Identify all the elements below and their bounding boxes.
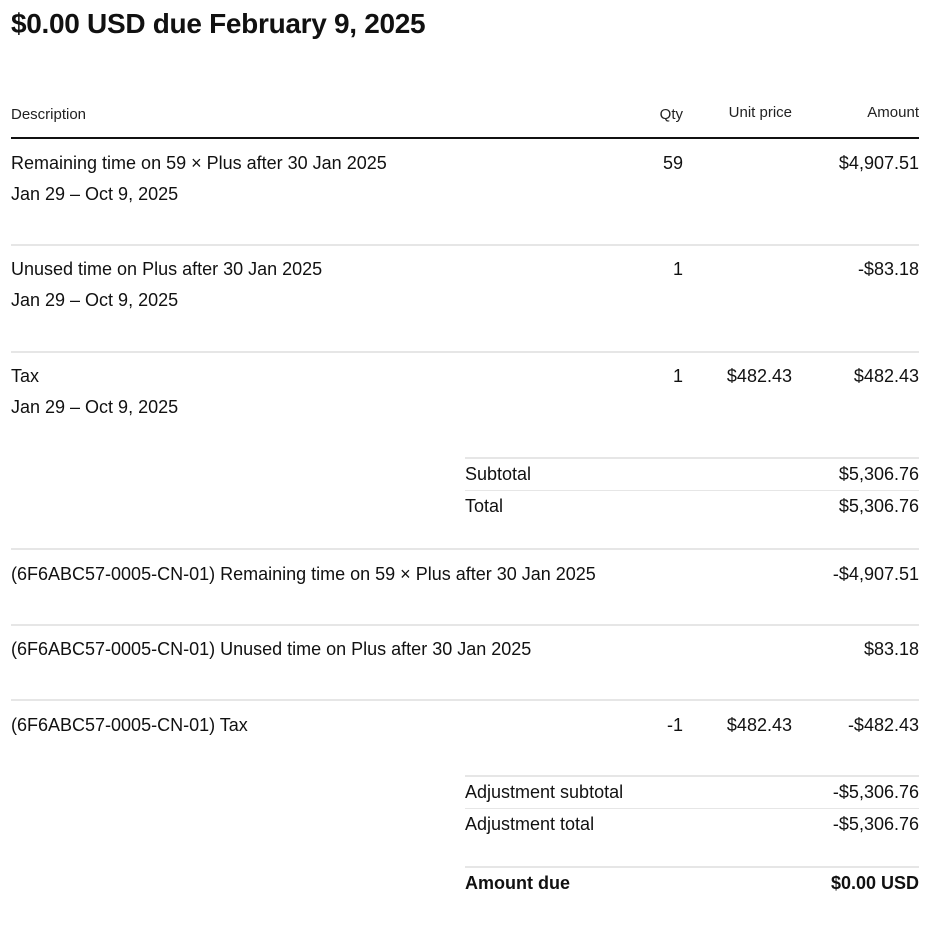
subtotal-label: Subtotal [465,464,532,484]
item-period: Jan 29 – Oct 9, 2025 [11,184,179,204]
item-amount: -$83.18 [857,259,919,279]
adjustment-total-value: -$5,306.76 [832,814,919,834]
item-qty: 1 [672,259,683,279]
adjustment-description: (6F6ABC57-0005-CN-01) Tax [11,715,248,735]
header-divider [11,137,919,139]
total-divider [465,490,919,491]
item-amount: $4,907.51 [838,153,919,173]
header-unit-price: Unit price [728,104,792,121]
item-amount: $482.43 [853,366,919,386]
subtotal-divider [465,457,919,459]
total-value: $5,306.76 [838,496,919,516]
row-divider [11,351,919,353]
adjustment-total-divider [465,808,919,809]
item-period: Jan 29 – Oct 9, 2025 [11,397,179,417]
adjustment-amount: -$482.43 [847,715,919,735]
subtotal-value: $5,306.76 [838,464,919,484]
adjustment-subtotal-label: Adjustment subtotal [465,782,624,802]
adjustment-subtotal-divider [465,775,919,777]
total-label: Total [465,496,504,516]
row-divider [11,244,919,246]
item-unit-price: $482.43 [726,366,792,386]
adjustment-amount: -$4,907.51 [832,564,919,584]
adjustment-total-label: Adjustment total [465,814,595,834]
row-divider [11,624,919,626]
row-divider [11,699,919,701]
adjustment-subtotal-value: -$5,306.76 [832,782,919,802]
header-qty: Qty [659,106,683,123]
amount-due-divider [465,866,919,868]
adjustment-description: (6F6ABC57-0005-CN-01) Unused time on Plus after 30 Jan 2025 [11,639,532,659]
invoice-title: $0.00 USD due February 9, 2025 [11,8,426,39]
adjustment-description: (6F6ABC57-0005-CN-01) Remaining time on 59 × Plus after 30 Jan 2025 [11,564,596,584]
amount-due-label: Amount due [465,873,570,893]
header-description: Description [11,106,87,123]
adjustment-unit-price: $482.43 [726,715,792,735]
item-period: Jan 29 – Oct 9, 2025 [11,290,179,310]
item-description: Unused time on Plus after 30 Jan 2025 [11,259,323,279]
adjustment-qty: -1 [666,715,683,735]
adjustment-amount: $83.18 [863,639,919,659]
item-description: Tax [11,366,40,386]
amount-due-value: $0.00 USD [830,873,919,893]
item-description: Remaining time on 59 × Plus after 30 Jan 2025 [11,153,387,173]
row-divider [11,548,919,550]
item-qty: 59 [662,153,683,173]
header-amount: Amount [867,104,919,121]
item-qty: 1 [672,366,683,386]
